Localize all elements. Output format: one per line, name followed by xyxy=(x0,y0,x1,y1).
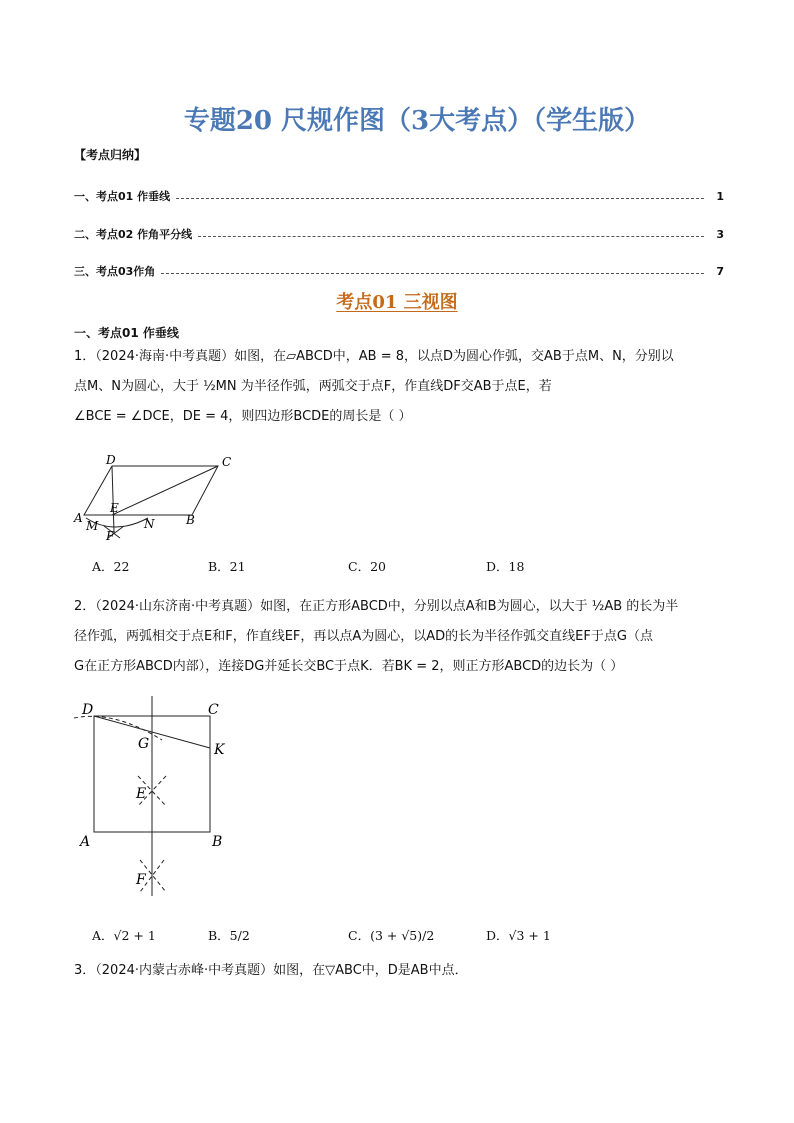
question-1-options xyxy=(92,557,732,575)
question-1-line-3: ∠BCE = ∠DCE，DE = 4，则四边形BCDE的周长是（ ） xyxy=(74,409,412,424)
toc-leader xyxy=(161,273,704,274)
option-c[interactable]: C．20 xyxy=(348,559,386,574)
toc-page: 3 xyxy=(716,227,724,241)
option-d[interactable]: D．√3 + 1 xyxy=(486,928,551,943)
segment-ce xyxy=(112,466,218,515)
toc-page: 7 xyxy=(716,264,724,278)
parallelogram-abcd xyxy=(84,466,218,515)
label-e: E xyxy=(136,786,147,802)
toc-item-1[interactable] xyxy=(74,188,724,204)
option-a[interactable]: A．√2 + 1 xyxy=(92,928,156,943)
label-k: K xyxy=(214,742,225,758)
question-2-options xyxy=(92,926,732,946)
label-b: B xyxy=(186,513,195,527)
question-2-line-2: 径作弧，两弧相交于点E和F，作直线EF，再以点A为圆心，以AD的长为半径作弧交直线EF于点G（点 xyxy=(74,629,653,644)
subsection-heading: 一、考点01 作垂线 xyxy=(74,326,179,340)
option-b[interactable]: B．21 xyxy=(208,559,246,574)
section-title: 考点01 三视图 xyxy=(336,292,458,313)
label-n: N xyxy=(144,517,155,531)
page-title: 专题20 尺规作图（3大考点）（学生版） xyxy=(183,106,651,136)
label-c: C xyxy=(222,455,232,469)
label-f: F xyxy=(106,529,115,543)
toc-label: 二、考点02 作角平分线 xyxy=(74,228,193,241)
toc-label: 一、考点01 作垂线 xyxy=(74,190,171,203)
toc-leader xyxy=(198,236,704,237)
question-1-line-1: 1．（2024·海南·中考真题）如图，在▱ABCD中，AB = 8，以点D为圆心作弧，交AB于点M、N，分别以 xyxy=(74,349,674,364)
label-a: A xyxy=(80,834,91,850)
option-d[interactable]: D．18 xyxy=(486,559,525,574)
option-a[interactable]: A．22 xyxy=(92,559,130,574)
line-df xyxy=(112,466,114,532)
option-c[interactable]: C．(3 + √5)/2 xyxy=(348,928,435,943)
question-1 xyxy=(74,342,734,432)
question-2-line-3: G在正方形ABCD内部），连接DG并延长交BC于点K．若BK = 2，则正方形ABCD的边长为（ ） xyxy=(74,659,624,674)
label-m: M xyxy=(86,519,99,533)
question-2-line-1: 2．（2024·山东济南·中考真题）如图，在正方形ABCD中，分别以点A和B为圆心，以大于 ½AB 的长为半 xyxy=(74,599,679,614)
label-a: A xyxy=(74,511,83,525)
label-d: D xyxy=(106,453,116,467)
summary-heading: 【考点归纳】 xyxy=(74,148,147,162)
label-c: C xyxy=(208,702,219,718)
question-2 xyxy=(74,592,734,682)
toc-page: 1 xyxy=(716,189,724,203)
question-1-line-2: 点M、N为圆心，大于 ½MN 为半径作弧，两弧交于点F，作直线DF交AB于点E，若 xyxy=(74,379,552,394)
label-g: G xyxy=(138,736,150,752)
label-f: F xyxy=(136,872,146,888)
label-e: E xyxy=(110,501,119,515)
label-d: D xyxy=(82,702,94,718)
question-3-line-1: 3．（2024·内蒙古赤峰·中考真题）如图，在▽ABC中，D是AB中点． xyxy=(74,963,468,978)
toc-item-2[interactable] xyxy=(74,226,724,242)
toc-label: 三、考点03作角 xyxy=(74,265,156,278)
toc-leader xyxy=(176,198,704,199)
toc-item-3[interactable] xyxy=(74,263,724,279)
option-b[interactable]: B．5/2 xyxy=(208,928,250,943)
label-b: B xyxy=(212,834,223,850)
question-1-figure xyxy=(70,452,240,544)
question-2-figure xyxy=(66,696,246,896)
question-3 xyxy=(74,956,734,986)
